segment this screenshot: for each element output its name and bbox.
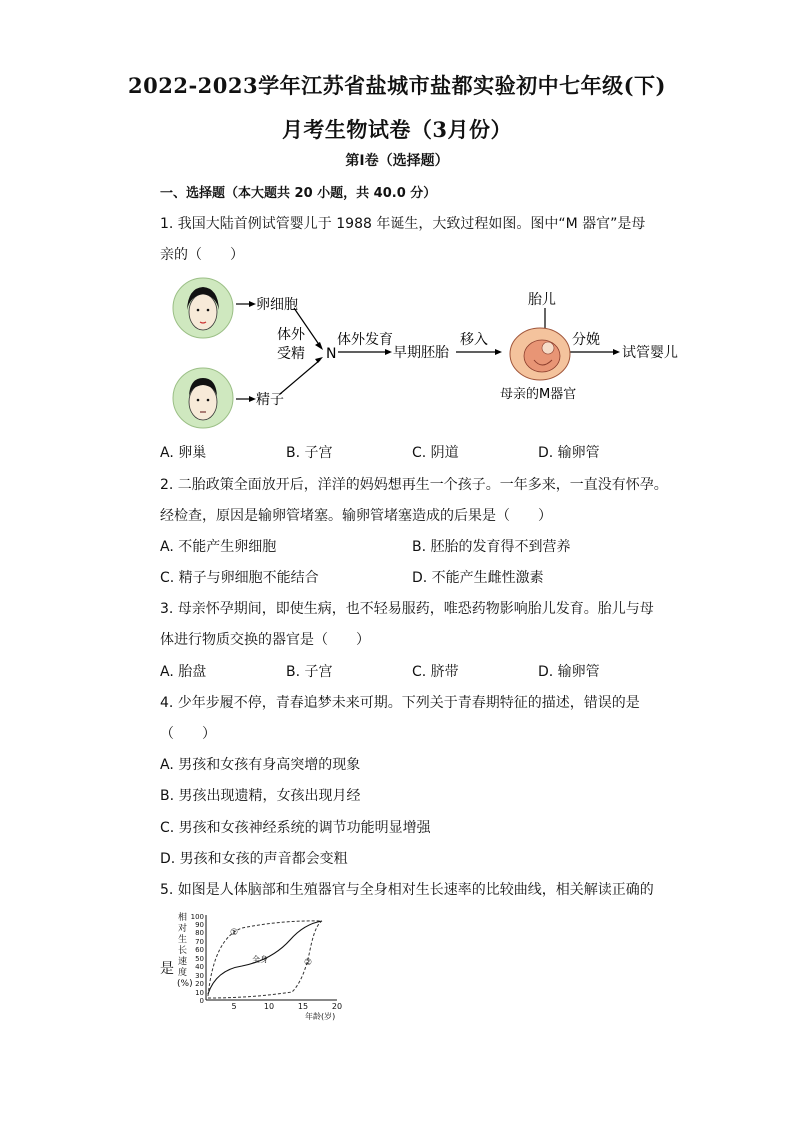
y-tick: 70 (195, 938, 204, 946)
q1-stem-line1: 1. 我国大陆首例试管婴儿于 1988 年诞生，大致过程如图。图中“M 器官”是母 (160, 216, 646, 232)
q3-option-d[interactable]: D. 输卵管 (538, 664, 600, 680)
q2-option-c[interactable]: C. 精子与卵细胞不能结合 (160, 570, 319, 586)
label-early-embryo: 早期胚胎 (393, 345, 449, 361)
q1-option-b[interactable]: B. 子宫 (286, 445, 333, 461)
svg-text:生: 生 (178, 935, 188, 945)
label-mother-organ: 母亲的M器官 (500, 387, 577, 402)
man-face-image (173, 368, 233, 428)
q5-stem-line1: 5. 如图是人体脑部和生殖器官与全身相对生长速率的比较曲线，相关解读正确的 (160, 882, 654, 898)
x-tick: 5 (231, 1002, 237, 1011)
q3-stem-line2: 体进行物质交换的器官是（ ） (160, 632, 370, 648)
whole-body-label: 全身 (252, 955, 268, 964)
section-heading: 一、选择题（本大题共 20 小题，共 40.0 分） (160, 186, 437, 201)
label-egg: 卵细胞 (256, 297, 298, 313)
q4-option-b[interactable]: B. 男孩出现遗精，女孩出现月经 (160, 788, 361, 804)
growth-rate-chart (172, 910, 352, 1022)
y-tick: 60 (195, 946, 204, 954)
q1-option-d[interactable]: D. 输卵管 (538, 445, 600, 461)
x-axis-label: 年龄(岁) (305, 1012, 336, 1021)
q2-stem-line2: 经检查，原因是输卵管堵塞。输卵管堵塞造成的后果是（ ） (160, 508, 552, 524)
curve-2-label: ② (304, 958, 313, 968)
y-tick: 0 (199, 997, 204, 1005)
volume-heading: 第Ⅰ卷（选择题） (345, 153, 449, 169)
q4-stem-line2: （ ） (160, 726, 216, 742)
curve-1-label: ① (230, 928, 239, 938)
q2-option-d[interactable]: D. 不能产生雌性激素 (412, 570, 544, 586)
y-axis-label (177, 911, 193, 989)
q4-option-c[interactable]: C. 男孩和女孩神经系统的调节功能明显增强 (160, 820, 431, 836)
label-birth: 分娩 (572, 332, 600, 348)
svg-text:对: 对 (178, 924, 188, 934)
q4-stem-line1: 4. 少年步履不停，青春追梦未来可期。下列关于青春期特征的描述，错误的是 (160, 695, 640, 711)
label-fertilization-1: 体外 (277, 327, 305, 343)
paper-title-line2: 月考生物试卷（3月份） (281, 117, 513, 142)
y-tick: 80 (195, 929, 204, 937)
y-tick: 100 (190, 913, 204, 921)
q2-stem-line1: 2. 二胎政策全面放开后，洋洋的妈妈想再生一个孩子。一年多来，一直没有怀孕。 (160, 477, 668, 493)
svg-text:速: 速 (178, 957, 188, 967)
q3-option-a[interactable]: A. 胎盘 (160, 664, 207, 680)
q4-option-a[interactable]: A. 男孩和女孩有身高突增的现象 (160, 757, 361, 773)
label-sperm: 精子 (256, 392, 284, 408)
y-tick: 20 (195, 980, 204, 988)
q1-option-a[interactable]: A. 卵巢 (160, 445, 207, 461)
svg-text:长: 长 (178, 946, 188, 956)
y-tick: 40 (195, 963, 204, 971)
y-tick: 30 (195, 972, 204, 980)
y-tick: 50 (195, 955, 204, 963)
y-tick: 90 (195, 921, 204, 929)
label-fertilization-2: 受精 (277, 346, 305, 362)
q5-stem-tail: 是 (160, 961, 174, 977)
svg-text:相: 相 (178, 913, 188, 923)
q1-stem-line2: 亲的（ ） (160, 247, 244, 263)
label-external-development: 体外发育 (337, 332, 393, 348)
q1-option-c[interactable]: C. 阴道 (412, 445, 459, 461)
svg-text:度: 度 (178, 968, 188, 978)
svg-text:(%): (%) (177, 979, 193, 989)
x-tick: 10 (263, 1002, 275, 1011)
x-tick: 20 (331, 1002, 343, 1011)
q2-option-b[interactable]: B. 胚胎的发育得不到营养 (412, 539, 571, 555)
label-transfer: 移入 (460, 332, 488, 348)
label-fetus: 胎儿 (528, 292, 556, 308)
q2-option-a[interactable]: A. 不能产生卵细胞 (160, 539, 277, 555)
paper-title-line1: 2022-2023学年江苏省盐城市盐都实验初中七年级(下) (128, 73, 666, 98)
ivf-process-diagram (160, 272, 690, 432)
x-tick: 15 (297, 1002, 309, 1011)
q3-stem-line1: 3. 母亲怀孕期间，即使生病，也不轻易服药，唯恐药物影响胎儿发育。胎儿与母 (160, 601, 654, 617)
q3-option-b[interactable]: B. 子宫 (286, 664, 333, 680)
y-tick: 10 (195, 989, 204, 997)
uterus-fetus-image (510, 328, 570, 380)
woman-face-image (173, 278, 233, 338)
label-test-tube-baby: 试管婴儿 (622, 345, 678, 361)
label-n: N (326, 346, 337, 362)
q4-option-d[interactable]: D. 男孩和女孩的声音都会变粗 (160, 851, 348, 867)
q3-option-c[interactable]: C. 脐带 (412, 664, 459, 680)
